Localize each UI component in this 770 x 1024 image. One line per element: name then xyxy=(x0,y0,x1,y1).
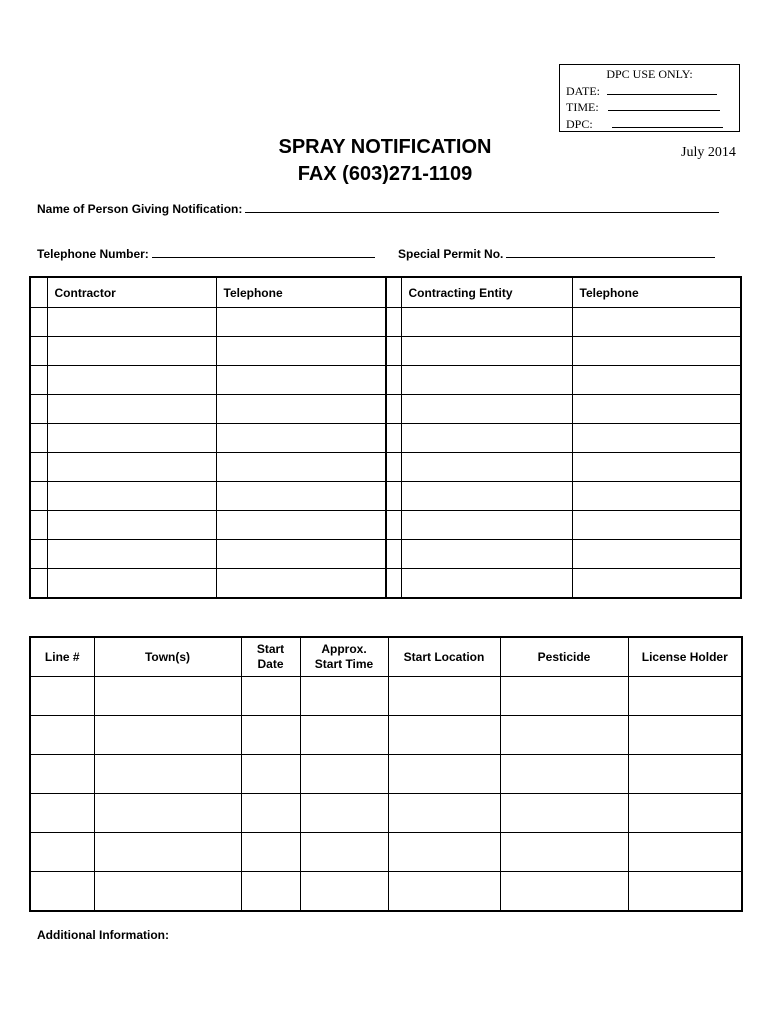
contractor-marker-cell xyxy=(30,453,47,482)
entity-telephone-cell[interactable] xyxy=(572,453,741,482)
contractor-cell[interactable] xyxy=(47,395,216,424)
entity-marker-cell xyxy=(386,424,401,453)
telephone-field[interactable] xyxy=(152,247,375,258)
contractor-table-row xyxy=(30,569,741,599)
dpc-date-label: DATE: xyxy=(566,83,600,98)
license-holder-cell[interactable] xyxy=(628,794,742,833)
contractor-table-header xyxy=(30,277,741,308)
start-time-header-line1: Approx. xyxy=(321,642,367,656)
license-holder-cell[interactable] xyxy=(628,716,742,755)
line-number-cell[interactable] xyxy=(30,872,94,912)
start-date-cell[interactable] xyxy=(241,833,300,872)
start-time-cell[interactable] xyxy=(300,872,388,912)
dpc-date-field[interactable] xyxy=(607,84,717,95)
contractor-cell[interactable] xyxy=(47,540,216,569)
contracting-entity-header: Contracting Entity xyxy=(401,277,572,308)
contracting-entity-cell[interactable] xyxy=(401,366,572,395)
license-holder-cell[interactable] xyxy=(628,872,742,912)
spray-table-header xyxy=(30,637,742,677)
line-number-cell[interactable] xyxy=(30,794,94,833)
contractor-telephone-cell[interactable] xyxy=(216,308,386,337)
line-number-header: Line # xyxy=(30,637,94,677)
contractor-marker-cell xyxy=(30,308,47,337)
spray-table-row xyxy=(30,872,742,912)
contractor-marker-header xyxy=(30,277,47,308)
start-time-cell[interactable] xyxy=(300,794,388,833)
contractor-marker-cell xyxy=(30,540,47,569)
person-name-row xyxy=(37,202,719,216)
start-time-header-line2: Start Time xyxy=(314,657,374,671)
license-holder-cell[interactable] xyxy=(628,833,742,872)
contractor-cell[interactable] xyxy=(47,569,216,599)
contractor-telephone-cell[interactable] xyxy=(216,540,386,569)
start-location-cell[interactable] xyxy=(388,794,500,833)
pesticide-cell[interactable] xyxy=(500,755,628,794)
contractor-telephone-cell[interactable] xyxy=(216,482,386,511)
contractor-cell[interactable] xyxy=(47,511,216,540)
contracting-entity-cell[interactable] xyxy=(401,395,572,424)
start-location-cell[interactable] xyxy=(388,872,500,912)
start-date-cell[interactable] xyxy=(241,716,300,755)
dpc-dpc-field[interactable] xyxy=(612,117,723,128)
spray-table-row xyxy=(30,755,742,794)
permit-row xyxy=(398,247,715,261)
start-time-cell[interactable] xyxy=(300,755,388,794)
dpc-dpc-row xyxy=(566,116,739,133)
contractor-telephone-cell[interactable] xyxy=(216,366,386,395)
contractor-telephone-cell[interactable] xyxy=(216,395,386,424)
start-date-cell[interactable] xyxy=(241,794,300,833)
contractor-marker-cell xyxy=(30,511,47,540)
line-number-cell[interactable] xyxy=(30,677,94,716)
spray-table xyxy=(29,636,743,912)
contractor-telephone-cell[interactable] xyxy=(216,337,386,366)
contracting-entity-cell[interactable] xyxy=(401,540,572,569)
start-time-cell[interactable] xyxy=(300,677,388,716)
dpc-time-label: TIME: xyxy=(566,100,599,114)
contractor-telephone-header: Telephone xyxy=(216,277,386,308)
towns-cell[interactable] xyxy=(94,872,241,912)
entity-marker-cell xyxy=(386,366,401,395)
spray-table-row xyxy=(30,794,742,833)
contracting-entity-cell[interactable] xyxy=(401,424,572,453)
person-name-field[interactable] xyxy=(245,202,719,213)
contracting-entity-cell[interactable] xyxy=(401,308,572,337)
towns-cell[interactable] xyxy=(94,677,241,716)
form-title: SPRAY NOTIFICATION xyxy=(278,136,492,158)
dpc-time-field[interactable] xyxy=(608,100,720,111)
start-time-cell[interactable] xyxy=(300,833,388,872)
pesticide-cell[interactable] xyxy=(500,833,628,872)
contractor-table-row xyxy=(30,453,741,482)
form-revision-date: July 2014 xyxy=(681,145,736,160)
contractor-marker-cell xyxy=(30,395,47,424)
contractor-table-row xyxy=(30,424,741,453)
contracting-entity-cell[interactable] xyxy=(401,569,572,599)
dpc-time-row xyxy=(566,99,739,116)
pesticide-cell[interactable] xyxy=(500,794,628,833)
line-number-cell[interactable] xyxy=(30,755,94,794)
start-location-header: Start Location xyxy=(388,637,500,677)
start-location-cell[interactable] xyxy=(388,755,500,794)
contractor-marker-cell xyxy=(30,366,47,395)
towns-cell[interactable] xyxy=(94,833,241,872)
entity-marker-cell xyxy=(386,540,401,569)
contractor-telephone-cell[interactable] xyxy=(216,453,386,482)
dpc-use-only-box xyxy=(559,64,740,132)
start-location-cell[interactable] xyxy=(388,677,500,716)
start-date-header-line2: Date xyxy=(257,657,284,671)
contractor-cell[interactable] xyxy=(47,424,216,453)
contractor-marker-cell xyxy=(30,569,47,599)
contracting-entity-cell[interactable] xyxy=(401,337,572,366)
additional-information-label: Additional Information: xyxy=(37,928,169,942)
line-number-cell[interactable] xyxy=(30,833,94,872)
start-date-cell[interactable] xyxy=(241,677,300,716)
contractor-header: Contractor xyxy=(47,277,216,308)
towns-cell[interactable] xyxy=(94,794,241,833)
permit-label: Special Permit No. xyxy=(398,247,504,261)
entity-marker-cell xyxy=(386,453,401,482)
start-date-cell[interactable] xyxy=(241,872,300,912)
start-date-header-line1: Start xyxy=(256,642,285,656)
person-name-label: Name of Person Giving Notification: xyxy=(37,202,243,216)
spray-table-row xyxy=(30,716,742,755)
telephone-label: Telephone Number: xyxy=(37,247,149,261)
contractor-table xyxy=(29,276,742,599)
dpc-dpc-label: DPC: xyxy=(566,116,593,131)
entity-marker-cell xyxy=(386,569,401,599)
contractor-table-row xyxy=(30,308,741,337)
entity-marker-cell xyxy=(386,511,401,540)
pesticide-cell[interactable] xyxy=(500,677,628,716)
contracting-entity-cell[interactable] xyxy=(401,453,572,482)
entity-telephone-cell[interactable] xyxy=(572,569,741,599)
permit-field[interactable] xyxy=(506,247,715,258)
contractor-table-row xyxy=(30,366,741,395)
entity-telephone-cell[interactable] xyxy=(572,482,741,511)
spray-table-row xyxy=(30,833,742,872)
telephone-row xyxy=(37,247,375,261)
start-location-cell[interactable] xyxy=(388,833,500,872)
entity-telephone-cell[interactable] xyxy=(572,540,741,569)
contracting-entity-cell[interactable] xyxy=(401,482,572,511)
contractor-table-row xyxy=(30,540,741,569)
towns-cell[interactable] xyxy=(94,716,241,755)
entity-marker-cell xyxy=(386,395,401,424)
towns-cell[interactable] xyxy=(94,755,241,794)
entity-telephone-cell[interactable] xyxy=(572,308,741,337)
towns-header: Town(s) xyxy=(94,637,241,677)
entity-marker-cell xyxy=(386,482,401,511)
entity-marker-header xyxy=(386,277,401,308)
entity-telephone-cell[interactable] xyxy=(572,366,741,395)
start-time-header xyxy=(300,637,388,677)
contractor-marker-cell xyxy=(30,424,47,453)
contractor-table-row xyxy=(30,482,741,511)
pesticide-cell[interactable] xyxy=(500,716,628,755)
entity-telephone-header: Telephone xyxy=(572,277,741,308)
start-time-cell[interactable] xyxy=(300,716,388,755)
contractor-cell[interactable] xyxy=(47,308,216,337)
entity-telephone-cell[interactable] xyxy=(572,424,741,453)
contractor-marker-cell xyxy=(30,337,47,366)
entity-telephone-cell[interactable] xyxy=(572,337,741,366)
contractor-telephone-cell[interactable] xyxy=(216,424,386,453)
start-location-cell[interactable] xyxy=(388,716,500,755)
entity-marker-cell xyxy=(386,337,401,366)
spray-table-row xyxy=(30,677,742,716)
entity-marker-cell xyxy=(386,308,401,337)
license-holder-header: License Holder xyxy=(628,637,742,677)
entity-telephone-cell[interactable] xyxy=(572,395,741,424)
start-date-header xyxy=(241,637,300,677)
contractor-table-row xyxy=(30,511,741,540)
license-holder-cell[interactable] xyxy=(628,677,742,716)
contractor-table-row xyxy=(30,395,741,424)
pesticide-header: Pesticide xyxy=(500,637,628,677)
contractor-telephone-cell[interactable] xyxy=(216,569,386,599)
contractor-cell[interactable] xyxy=(47,453,216,482)
license-holder-cell[interactable] xyxy=(628,755,742,794)
contractor-cell[interactable] xyxy=(47,366,216,395)
contracting-entity-cell[interactable] xyxy=(401,511,572,540)
contractor-cell[interactable] xyxy=(47,482,216,511)
dpc-date-row xyxy=(566,83,739,100)
start-date-cell[interactable] xyxy=(241,755,300,794)
pesticide-cell[interactable] xyxy=(500,872,628,912)
line-number-cell[interactable] xyxy=(30,716,94,755)
contractor-telephone-cell[interactable] xyxy=(216,511,386,540)
fax-number: FAX (603)271-1109 xyxy=(297,163,473,185)
contractor-table-row xyxy=(30,337,741,366)
dpc-box-header: DPC USE ONLY: xyxy=(606,67,693,81)
contractor-cell[interactable] xyxy=(47,337,216,366)
contractor-marker-cell xyxy=(30,482,47,511)
entity-telephone-cell[interactable] xyxy=(572,511,741,540)
